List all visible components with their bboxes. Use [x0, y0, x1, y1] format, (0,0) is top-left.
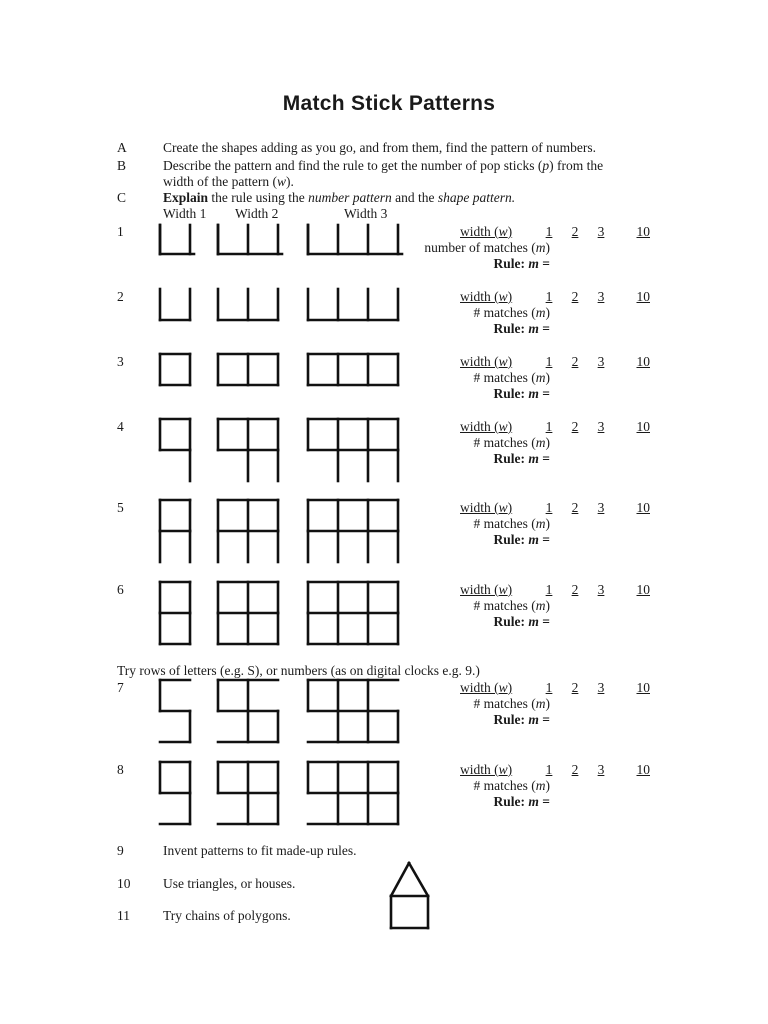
- pattern-4-width-2: [215, 416, 283, 486]
- rule-label: Rule: m =: [493, 321, 550, 336]
- extra-text-11: Try chains of polygons.: [163, 908, 291, 923]
- width-label: width (w): [460, 500, 513, 515]
- rule-label: Rule: m =: [493, 386, 550, 401]
- width-2-header: Width 2: [235, 206, 279, 221]
- width-value: 2: [571, 354, 579, 369]
- pattern-2-width-3: [305, 286, 403, 325]
- rule-label: Rule: m =: [493, 256, 550, 271]
- width-label: width (w): [460, 582, 513, 597]
- width-value: 1: [545, 224, 553, 239]
- instruction-a-text: Create the shapes adding as you go, and from them, find the pattern of numbers.: [163, 140, 597, 155]
- width-value: 1: [545, 582, 553, 597]
- pattern-8-width-3: [305, 759, 403, 829]
- width-value: 2: [571, 582, 579, 597]
- width-label: width (w): [460, 289, 513, 304]
- pattern-2-width-1: [157, 286, 195, 325]
- width-label: width (w): [460, 224, 513, 239]
- problem-number-7: 7: [117, 680, 124, 695]
- width-value: 1: [545, 680, 553, 695]
- pattern-5-width-3: [305, 497, 403, 567]
- page-title: Match Stick Patterns: [282, 92, 496, 115]
- pattern-3-width-1: [157, 351, 195, 390]
- problem-number-2: 2: [117, 289, 124, 304]
- pattern-1-width-3: [305, 222, 403, 261]
- problem-number-8: 8: [117, 762, 124, 777]
- width-value: 1: [545, 762, 553, 777]
- width-value: 1: [545, 500, 553, 515]
- width-value: 10: [636, 354, 650, 369]
- pattern-1-width-1: [157, 222, 195, 261]
- width-value: 2: [571, 762, 579, 777]
- answer-table-4: [404, 419, 654, 467]
- width-value: 3: [597, 500, 605, 515]
- width-label: width (w): [460, 419, 513, 434]
- answer-table-5: [404, 500, 654, 548]
- width-row: [404, 224, 654, 240]
- width-value: 3: [597, 582, 605, 597]
- pattern-5-width-2: [215, 497, 283, 567]
- width-label: width (w): [460, 762, 513, 777]
- width-value: 10: [636, 680, 650, 695]
- width-row: [404, 762, 654, 778]
- extra-number-11: 11: [117, 908, 130, 923]
- width-value: 10: [636, 582, 650, 597]
- pattern-7-width-1: [157, 677, 195, 747]
- pattern-7-width-3: [305, 677, 403, 747]
- width-row: [404, 354, 654, 370]
- width-value: 1: [545, 289, 553, 304]
- width-value: 1: [545, 354, 553, 369]
- rule-label: Rule: m =: [493, 794, 550, 809]
- pattern-6-width-1: [157, 579, 195, 649]
- width-value: 3: [597, 354, 605, 369]
- pattern-5-width-1: [157, 497, 195, 567]
- problem-number-3: 3: [117, 354, 124, 369]
- pattern-1-width-2: [215, 222, 283, 261]
- instruction-c-text: Explain the rule using the number pattern and the shape pattern.: [163, 190, 516, 205]
- answer-table-8: [404, 762, 654, 810]
- rule-label: Rule: m =: [493, 712, 550, 727]
- width-value: 2: [571, 680, 579, 695]
- matches-label: # matches (m): [473, 435, 550, 450]
- width-row: [404, 500, 654, 516]
- pattern-3-width-2: [215, 351, 283, 390]
- instruction-b-text-line1: Describe the pattern and find the rule to get the number of pop sticks (p) from the: [163, 158, 604, 173]
- extra-number-9: 9: [117, 843, 124, 858]
- pattern-3-width-3: [305, 351, 403, 390]
- width-row: [404, 289, 654, 305]
- instruction-label-c: C: [117, 190, 127, 205]
- problem-number-5: 5: [117, 500, 124, 515]
- width-label: width (w): [460, 354, 513, 369]
- width-value: 3: [597, 419, 605, 434]
- matches-label: # matches (m): [473, 778, 550, 793]
- instruction-label-a: A: [117, 140, 127, 155]
- width-value: 3: [597, 224, 605, 239]
- width-value: 3: [597, 289, 605, 304]
- width-value: 2: [571, 419, 579, 434]
- width-value: 10: [636, 762, 650, 777]
- matches-label: # matches (m): [473, 305, 550, 320]
- answer-table-1: [404, 224, 654, 272]
- width-label: width (w): [460, 680, 513, 695]
- width-row: [404, 419, 654, 435]
- rule-label: Rule: m =: [493, 532, 550, 547]
- rule-label: Rule: m =: [493, 614, 550, 629]
- width-value: 10: [636, 289, 650, 304]
- width-value: 1: [545, 419, 553, 434]
- problem-number-6: 6: [117, 582, 124, 597]
- width-value: 10: [636, 500, 650, 515]
- pattern-4-width-3: [305, 416, 403, 486]
- width-row: [404, 680, 654, 696]
- instruction-b-text-line2: width of the pattern (w).: [163, 174, 294, 189]
- pattern-4-width-1: [157, 416, 195, 486]
- width-value: 2: [571, 500, 579, 515]
- width-1-header: Width 1: [163, 206, 207, 221]
- problem-number-1: 1: [117, 224, 124, 239]
- matches-label: # matches (m): [473, 598, 550, 613]
- answer-table-3: [404, 354, 654, 402]
- try-rows-text: Try rows of letters (e.g. S), or numbers (as on digital clocks e.g. 9.): [117, 663, 480, 678]
- width-value: 10: [636, 419, 650, 434]
- width-3-header: Width 3: [344, 206, 388, 221]
- matches-label: # matches (m): [473, 516, 550, 531]
- answer-table-2: [404, 289, 654, 337]
- width-row: [404, 582, 654, 598]
- answer-table-6: [404, 582, 654, 630]
- problem-number-4: 4: [117, 419, 124, 434]
- pattern-6-width-3: [305, 579, 403, 649]
- rule-label: Rule: m =: [493, 451, 550, 466]
- extra-text-9: Invent patterns to fit made-up rules.: [163, 843, 357, 858]
- instruction-label-b: B: [117, 158, 127, 173]
- pattern-7-width-2: [215, 677, 283, 747]
- pattern-8-width-1: [157, 759, 195, 829]
- width-value: 2: [571, 289, 579, 304]
- house-figure: [388, 860, 434, 932]
- matches-label: number of matches (m): [424, 240, 550, 255]
- width-value: 2: [571, 224, 579, 239]
- pattern-2-width-2: [215, 286, 283, 325]
- width-value: 10: [636, 224, 650, 239]
- extra-text-10: Use triangles, or houses.: [163, 876, 296, 891]
- pattern-8-width-2: [215, 759, 283, 829]
- pattern-6-width-2: [215, 579, 283, 649]
- extra-number-10: 10: [117, 876, 131, 891]
- answer-table-7: [404, 680, 654, 728]
- matches-label: # matches (m): [473, 370, 550, 385]
- width-value: 3: [597, 762, 605, 777]
- width-value: 3: [597, 680, 605, 695]
- matches-label: # matches (m): [473, 696, 550, 711]
